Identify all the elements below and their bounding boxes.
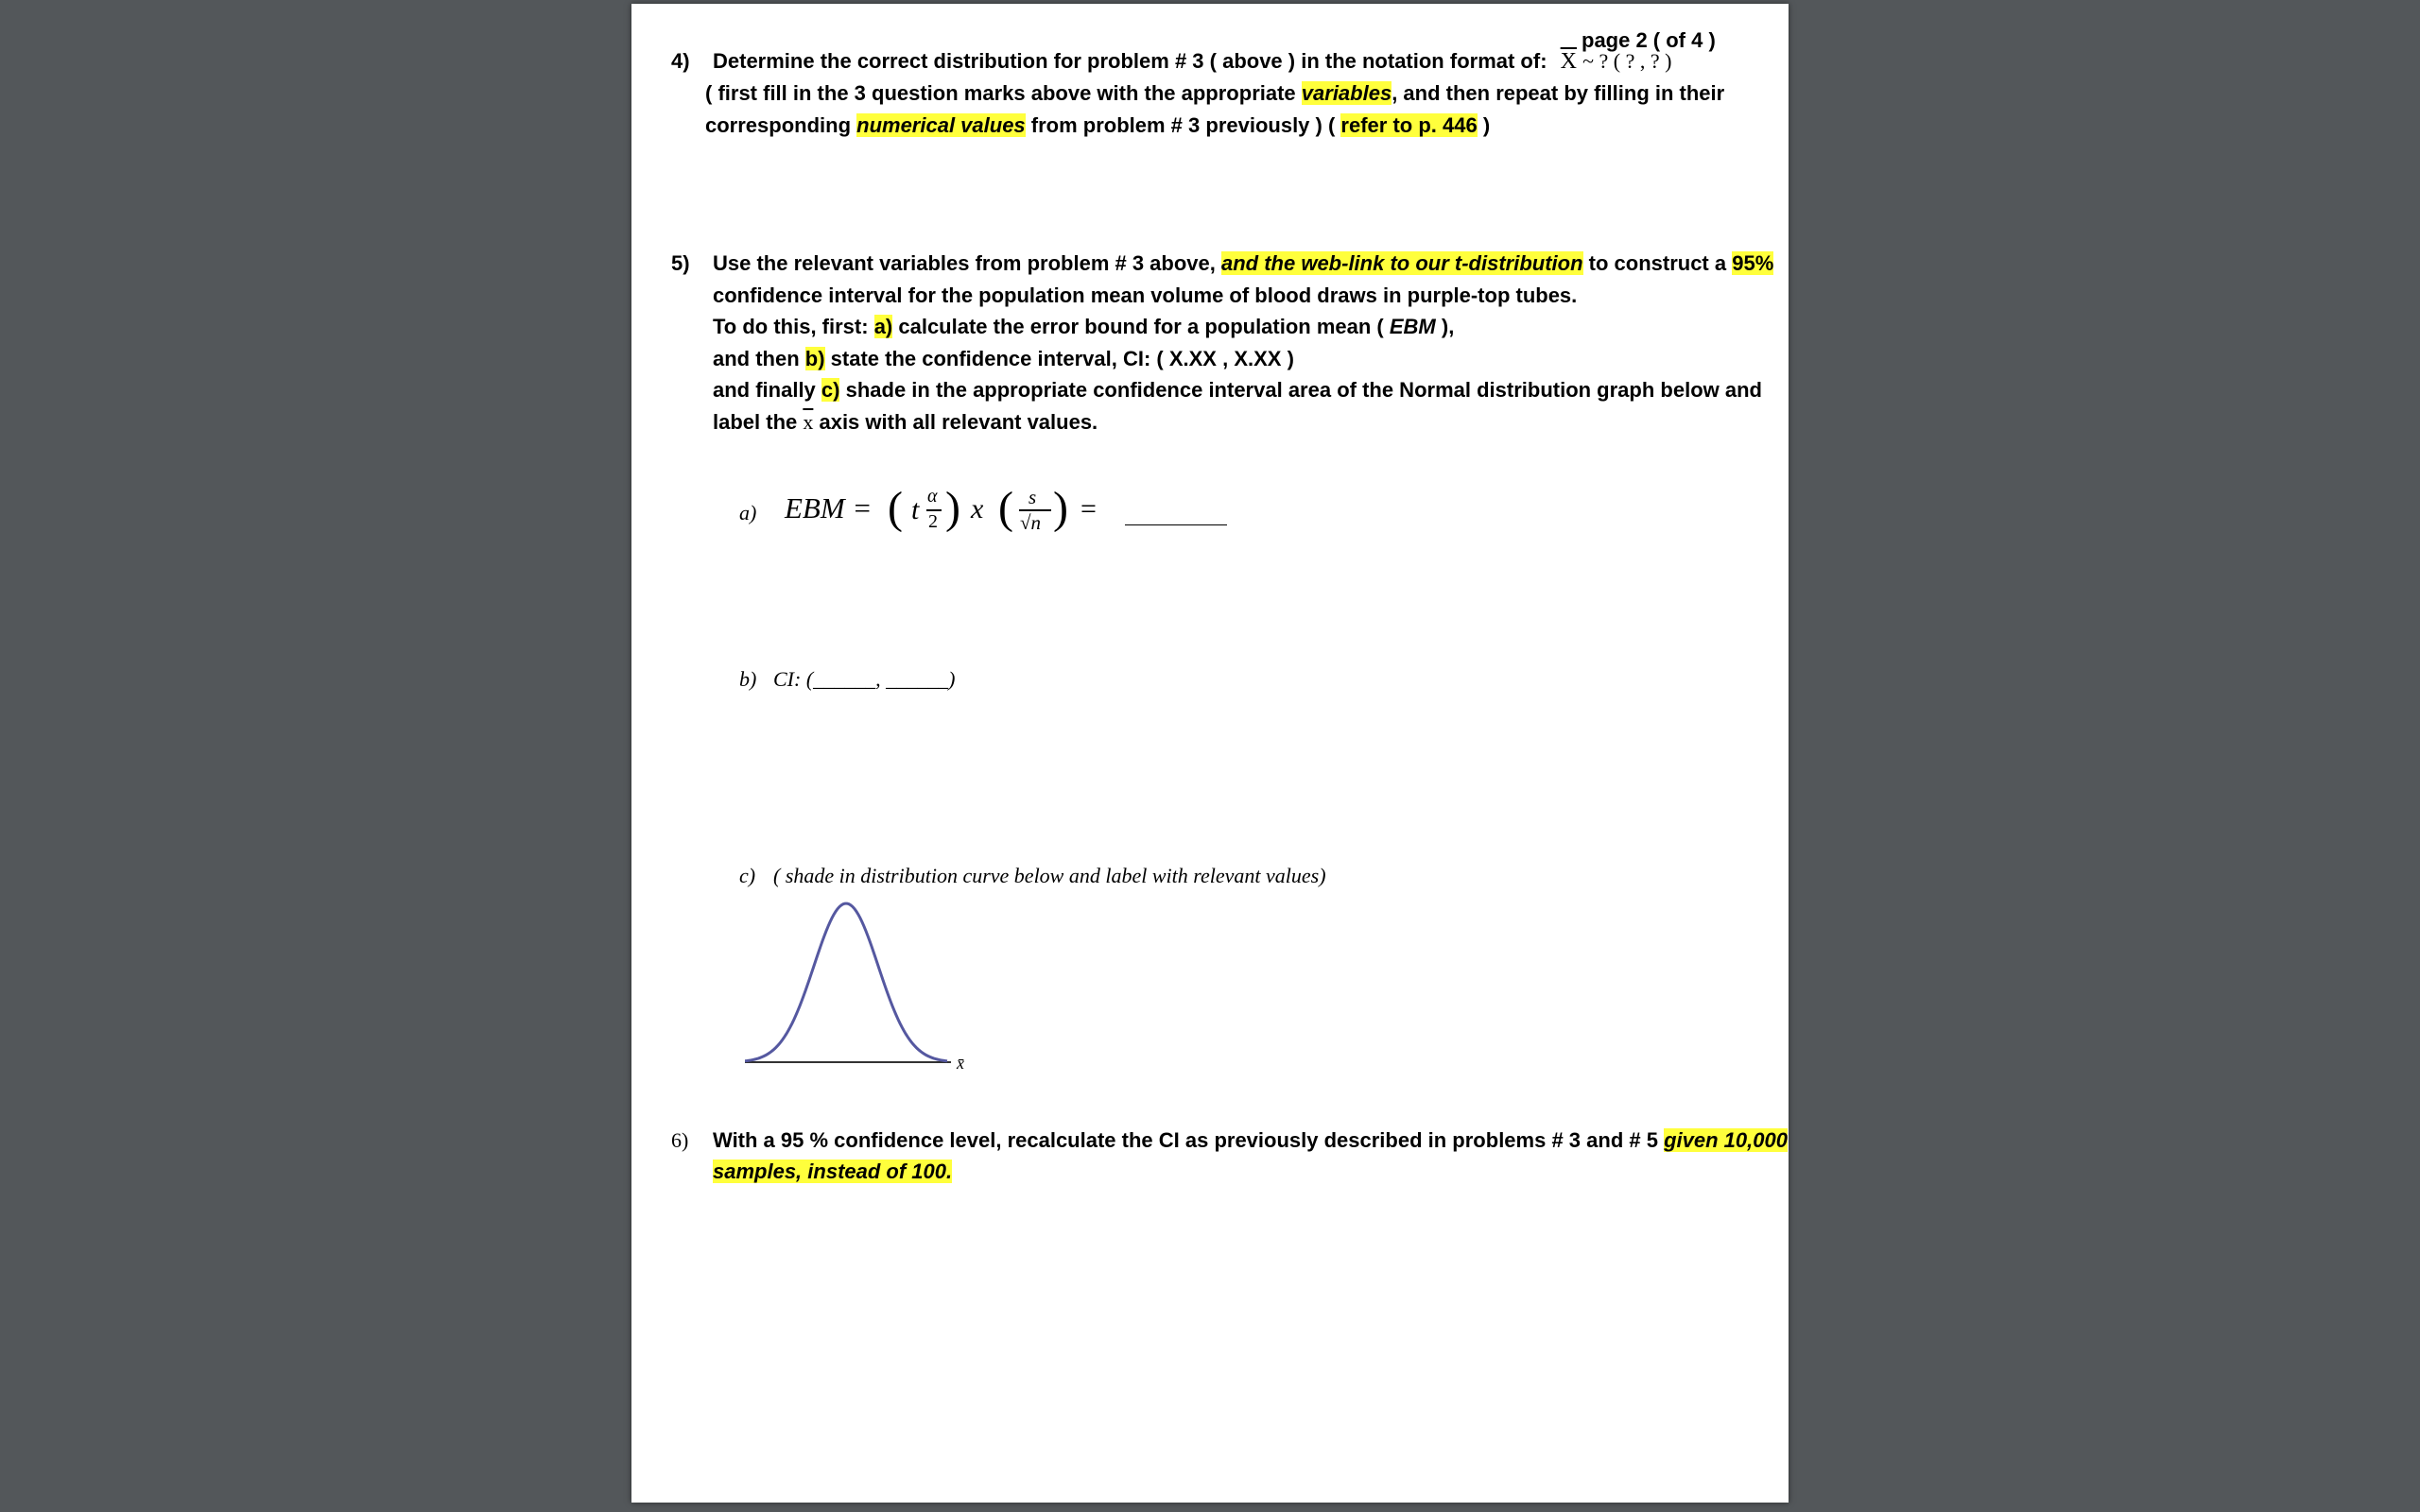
- paren-open-1: (: [888, 483, 903, 533]
- s-symbol: s: [1028, 486, 1037, 508]
- q4-number: 4): [671, 49, 690, 73]
- two-denominator: 2: [928, 511, 938, 532]
- q4-highlight-numerical-values: numerical values: [856, 113, 1026, 137]
- ebm-answer-blank: [1125, 524, 1227, 525]
- q4-notation-rest: ~ ? ( ? , ? ): [1582, 49, 1672, 73]
- q5-line6-b: axis with all relevant values.: [813, 410, 1098, 434]
- graph-axis-label: x̄: [957, 1054, 964, 1072]
- q4-line3-c: ): [1477, 113, 1491, 137]
- q5-line1-a: Use the relevant variables from problem # 3 above,: [713, 251, 1221, 275]
- q4-line3: [705, 113, 1490, 138]
- q5-highlight-weblink: and the web-link to our t-distribution: [1221, 251, 1583, 275]
- paren-open-2: (: [998, 483, 1013, 533]
- q4-notation-xbar: $\overline{X}$: [1560, 49, 1577, 74]
- part-c-instruction: ( shade in distribution curve below and label with relevant values): [773, 864, 1326, 887]
- paren-close-1: ): [945, 483, 960, 533]
- q5-line4-b: state the confidence interval, CI: ( X.XX , X.XX ): [824, 347, 1294, 370]
- q5-line5-b: shade in the appropriate confidence interval area of the Normal distribution graph below and: [839, 378, 1762, 402]
- q4-line1: [713, 49, 1671, 75]
- x-multiply: x: [971, 493, 984, 524]
- alpha-symbol: α: [927, 486, 938, 507]
- q5-line4-a: and then: [713, 347, 805, 370]
- q4-line3-b: from problem # 3 previously ) (: [1025, 113, 1341, 137]
- q4-line2: [705, 81, 1724, 106]
- part-b-label: b): [739, 667, 757, 691]
- part-c-label: c): [739, 864, 756, 887]
- q5-number: 5): [671, 251, 690, 275]
- q5-highlight-c: c): [821, 378, 840, 402]
- q5-line3-a: To do this, first:: [713, 315, 874, 338]
- q4-line2-b: , and then repeat by filling in their: [1392, 81, 1725, 105]
- q5-line3-b: calculate the error bound for a population mean (: [892, 315, 1390, 338]
- q5-xbar: $\overline{x}$: [803, 410, 814, 434]
- q5-line1: [713, 251, 1773, 276]
- q5-line1-b: to construct a: [1582, 251, 1733, 275]
- q5-line2: confidence interval for the population mean volume of blood draws in purple-top tubes.: [713, 284, 1578, 307]
- q5-highlight-95: 95%: [1732, 251, 1774, 275]
- ci-blanks: CI: (______, ______): [773, 667, 956, 691]
- document-page: [631, 4, 1789, 1503]
- q6-line1-a: With a 95 % confidence level, recalculate the CI as previously described in problems # 3 and # 5: [713, 1128, 1665, 1152]
- q5-line6: [713, 410, 1098, 435]
- q5-line3-c: ),: [1435, 315, 1455, 338]
- q5-line5: [713, 378, 1762, 403]
- q5-highlight-a: a): [873, 315, 893, 338]
- q4-line2-a: ( first fill in the 3 question marks above with the appropriate: [705, 81, 1302, 105]
- q5-line6-a: label the: [713, 410, 804, 434]
- q6-line2: [713, 1160, 952, 1184]
- q5-ebm-italic: EBM: [1389, 315, 1436, 338]
- q4-line3-a: corresponding: [705, 113, 857, 137]
- q6-highlight-samples: samples, instead of 100.: [713, 1160, 953, 1183]
- q5-line4: [713, 347, 1294, 371]
- t-symbol: t: [911, 494, 920, 525]
- part-a-label: a): [739, 501, 757, 524]
- equals-sign: =: [1080, 493, 1097, 524]
- q5-line3: [713, 315, 1454, 339]
- ebm-lhs: EBM =: [785, 491, 873, 524]
- q6-line1: [713, 1128, 1788, 1153]
- normal-distribution-graph: [745, 892, 972, 1072]
- q6-number: 6): [671, 1128, 689, 1152]
- q5-line5-a: and finally: [713, 378, 821, 402]
- q5-highlight-b: b): [804, 347, 825, 370]
- page-label: page 2 ( of 4 ): [1582, 28, 1716, 52]
- q6-highlight-10000: given 10,000: [1664, 1128, 1788, 1152]
- sqrt-n: √n: [1020, 511, 1042, 534]
- q4-highlight-refer: refer to p. 446: [1340, 113, 1478, 137]
- q4-highlight-variables: variables: [1301, 81, 1392, 105]
- paren-close-2: ): [1053, 483, 1068, 533]
- normal-curve: [745, 903, 947, 1061]
- q4-line1-text: Determine the correct distribution for problem # 3 ( above ) in the notation format of:: [713, 49, 1547, 73]
